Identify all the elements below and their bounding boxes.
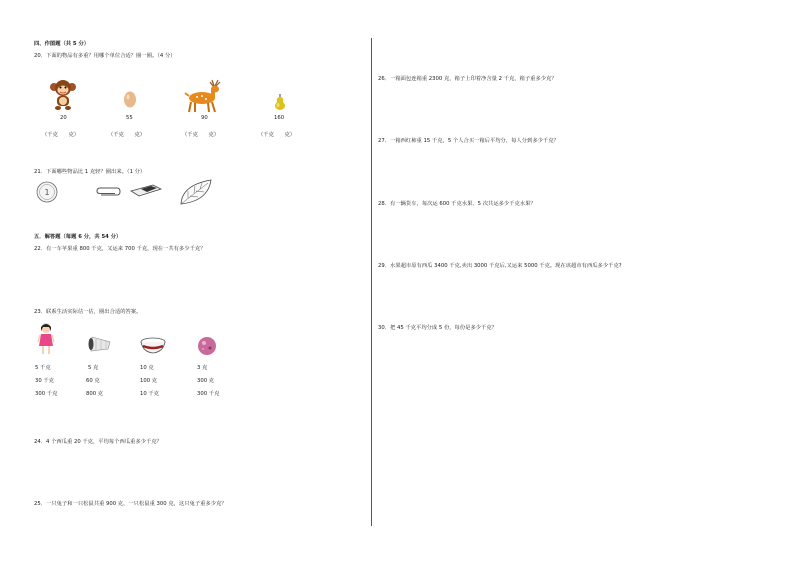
value-label: 90: [201, 115, 208, 121]
section-5-title: 五．解答题（每题 6 分，共 54 分）: [34, 234, 122, 240]
weight-option[interactable]: 3 克: [197, 365, 208, 371]
ball-icon: [197, 336, 217, 356]
question-23-text: 23．联系生活实际估一估，圈出合适的答案。: [34, 309, 142, 315]
coin-icon[interactable]: [36, 181, 58, 203]
shuttlecock-icon: [88, 335, 112, 355]
weight-option[interactable]: 30 千克: [35, 378, 55, 384]
paperclip-icon[interactable]: [95, 184, 121, 198]
question-22-text: 22．有一车苹果重 800 千克，又运来 700 千克，现在一共有多少千克？: [34, 246, 206, 252]
svg-text:1: 1: [44, 188, 50, 197]
question-29-text: 29．水果超市原有西瓜 3400 千克,卖出 3000 千克后,又运来 5000 千克。现在该超市有西瓜多少千克?: [378, 263, 622, 269]
egg-icon: [123, 90, 137, 108]
weight-option[interactable]: 60 克: [86, 378, 100, 384]
section-4-title: 四、作图题（共 5 分）: [34, 41, 90, 47]
unit-choice[interactable]: （千克 克）: [42, 132, 80, 138]
deer-icon: [182, 78, 226, 114]
value-label: 55: [126, 115, 133, 121]
unit-choice[interactable]: （千克 克）: [108, 132, 146, 138]
pear-icon: [272, 93, 288, 111]
weight-option[interactable]: 300 千克: [197, 391, 220, 397]
weight-option[interactable]: 300 千克: [35, 391, 58, 397]
weight-option[interactable]: 5 千克: [35, 365, 51, 371]
weight-option[interactable]: 100 克: [140, 378, 158, 384]
unit-choice[interactable]: （千克 克）: [182, 132, 220, 138]
question-27-text: 27．一箱西红柿重 15 千克，5 个人合买一箱后平均分，每人分到多少千克？: [378, 138, 559, 144]
weight-option[interactable]: 10 千克: [140, 391, 160, 397]
question-30-text: 30．把 45 千克平均分成 5 份，每份是多少千克？: [378, 325, 497, 331]
value-label: 20: [60, 115, 67, 121]
weight-option[interactable]: 800 克: [86, 391, 104, 397]
column-divider: [371, 38, 372, 526]
question-26-text: 26．一箱面包连箱重 2300 克，箱子上印着净含量 2 千克，箱子重多少克？: [378, 76, 557, 82]
question-28-text: 28．有一辆货车，每次运 600 千克水果，5 次共运多少千克水果？: [378, 201, 536, 207]
question-24-text: 24．4 个西瓜重 20 千克，平均每个西瓜重多少千克？: [34, 439, 162, 445]
girl-icon: [37, 322, 55, 356]
monkey-icon: [48, 79, 78, 111]
value-label: 160: [274, 115, 285, 121]
weight-option[interactable]: 300 克: [197, 378, 215, 384]
unit-choice[interactable]: （千克 克）: [258, 132, 296, 138]
bowl-icon: [140, 337, 166, 355]
question-20-text: 20．下面的物品有多重？用哪个单位合适？圈一圈。（4 分）: [34, 53, 176, 59]
eraser-icon[interactable]: [129, 182, 163, 198]
weight-option[interactable]: 10 克: [140, 365, 154, 371]
weight-option[interactable]: 5 克: [88, 365, 99, 371]
question-21-text: 21．下面哪些物品比 1 克轻？圈出来。（1 分）: [34, 169, 146, 175]
question-25-text: 25．一只兔子和一只松鼠共重 900 克，一只松鼠重 300 克，这只兔子重多少克？: [34, 501, 227, 507]
leaf-icon[interactable]: [178, 177, 214, 207]
